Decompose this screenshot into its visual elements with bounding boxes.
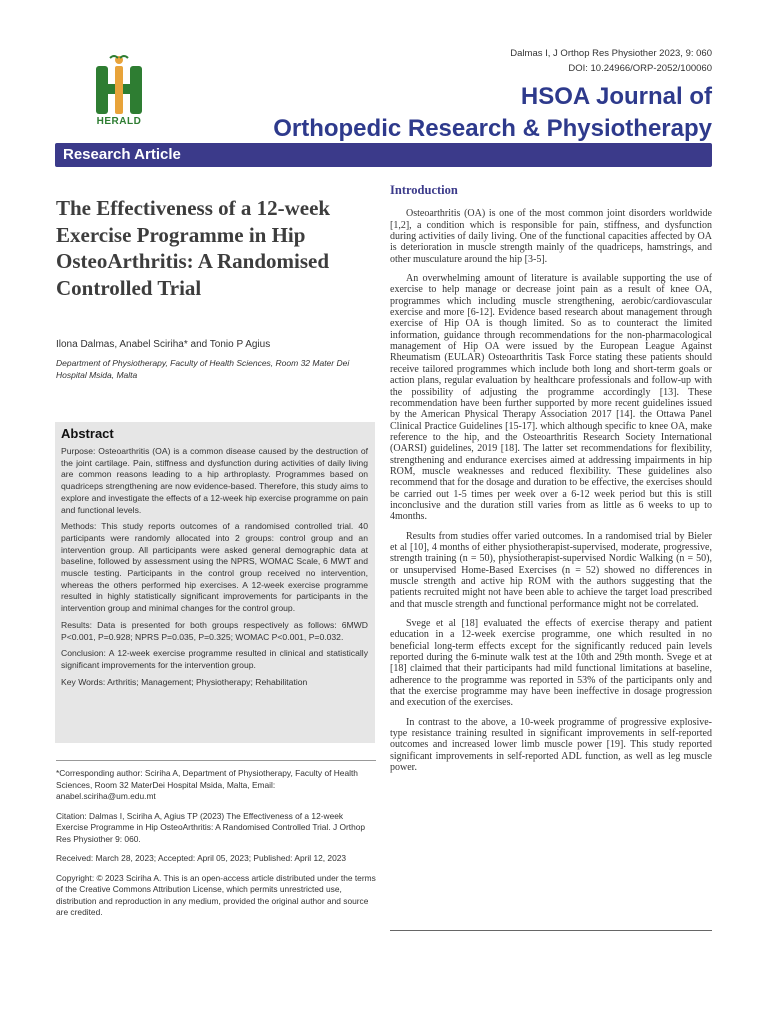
abstract-box: [55, 422, 375, 743]
intro-paragraph: Svege et al [18] evaluated the effects of exercise therapy and patient education in a 12-week exercise programme, one which resulted in no beneficial long-term effects except for the significantly reduced pain levels reported during the 6-minute walk test at the 10th and 29th month. Svege et at [18] claimed that their participants had mild functional limitations at baseline, adherence to the programme was reported in 53% of the participants only and that the exercise programme may have been ineffective in dosage progression and execution of the exercises.: [390, 618, 712, 709]
article-notes: [56, 768, 376, 927]
intro-paragraph: Osteoarthritis (OA) is one of the most common joint disorders worldwide [1,2], a condition which is responsible for pain, stiffness, and dysfunction during activities of daily living. One of the functional capacities affected by OA is deterioration in muscle strength mainly of the quadriceps, hamstrings, and other musculature around the hip [3-5].: [390, 208, 712, 265]
article-affiliation: Department of Physiotherapy, Faculty of Health Sciences, Room 32 Mater Dei Hospital Msida, Malta: [56, 358, 350, 380]
journal-title-line1: HSOA Journal of: [520, 83, 712, 110]
abstract-heading: Abstract: [61, 426, 114, 441]
introduction-section: [390, 185, 712, 782]
abstract-keywords: Key Words: Arthritis; Management; Physiotherapy; Rehabilitation: [61, 676, 308, 687]
article-type-label: Research Article: [63, 146, 181, 163]
header-citation-block: [510, 46, 712, 76]
header-doi: DOI: 10.24966/ORP-2052/100060: [568, 63, 712, 74]
article-front-matter: [56, 195, 376, 381]
abstract-purpose: Purpose: Osteoarthritis (OA) is a common disease caused by the destruction of the joint cartilage. Pain, stiffness and dysfunction during activities of daily living are common reasons leading to a hip arthroplasty. Programmes based on quadriceps strengthening are now evidence-based. Therefore, this study aims to explore and investigate the effects of a 12-week hip exercise programme on pain and functional levels.: [61, 446, 369, 515]
abstract-methods: Methods: This study reports outcomes of a randomised controlled trial. 40 participants were randomly allocated into 2 groups: control group and an intervention group. All participants were asked general demographic data at baseline, followed by assessment using the NPRS, WOMAC Scale, 6 MWT and muscle testing. Participants in the control group received no intervention, whereas the others performed hip exercises. A 12-week exercise programme resulted in highly statistically significant improvements for participants in the intervention group and minimal changes for the control group.: [61, 521, 368, 614]
abstract-results: Results: Data is presented for both groups respectively as follows: 6MWD P<0.001, P=0.928; NPRS P=0.035, P=0.325; WOMAC P<0.001, P=0.032.: [61, 619, 368, 642]
intro-paragraph: An overwhelming amount of literature is available supporting the use of exercise to help manage or decrease joint pain as a result of knee OA, programmes which including muscle strengthening, aerobic/cardiovascular exercise and more [6-12]. Evidence based research about management through exercise of Hip OA is though limited. So as to counteract the limited information, guidance through recommendations for the non-pharmacological management of Hip OA were issued by the European League Against Rheumatism (EULAR) Osteoarthritis Task Force stating these patients should receive tailored programmes which include both long and short-term goals or action plans, regular evaluation by healthcare professionals and follow-up with the possibility of adjusting the programme accordingly [13]. These recommendation have been further supported by more recent guidelines issued by the American Physical Therapy Association 2017 [14]. the Ottawa Panel Clinical Practice Guidelines [15-17]. which although specific to knee OA, make reference to the hip, and the Osteoarthritis Research Society International (OARSI) guidelines, 2019 [18]. The latter set recommendations for flexibility, strengthening and endurance exercises aimed at addressing impairments in hip ROM, muscle weaknesses and reduced flexibility. These guidelines also recommend that for the dosage and duration to be effective, the exercises should be carried out 1-5 times per week over a 6-12 week period but this is still inconclusive and the duration still varies from as little as 6 weeks to up to 4months.: [390, 273, 712, 523]
citation-note: Citation: Dalmas I, Sciriha A, Agius TP (2023) The Effectiveness of a 12-week Exercise Programme in Hip OsteoArthritis: A Randomised Controlled Trial. J Orthop Res Physiother 9: 060.: [56, 810, 366, 844]
article-title: The Effectiveness of a 12-week Exercise Programme in Hip OsteoArthritis: A Randomised Controlled Trial: [56, 196, 331, 300]
header-citation: Dalmas I, J Orthop Res Physiother 2023, 9: 060: [510, 48, 712, 59]
herald-logo-icon: [88, 52, 150, 118]
corresponding-author-note: *Corresponding author: Sciriha A, Department of Physiotherapy, Faculty of Health Sciences, Room 32 MaterDei Hospital Msida, Malta, Email: anabel.sciriha@um.edu.mt: [56, 768, 358, 801]
abstract-conclusion: Conclusion: A 12-week exercise programme resulted in clinical and statistically significant improvements for the intervention group.: [61, 648, 368, 670]
abstract-body: [61, 446, 368, 693]
notes-divider: [56, 760, 376, 761]
herald-logo-text: HERALD: [96, 116, 142, 127]
dates-note: Received: March 28, 2023; Accepted: April 05, 2023; Published: April 12, 2023: [56, 853, 347, 863]
column-end-divider: [390, 930, 712, 931]
copyright-note: Copyright: © 2023 Sciriha A. This is an open-access article distributed under the terms of the Creative Commons Attribution License, which permits unrestricted use, distribution and reproduction in any medium, provided the original author and source are credited.: [56, 872, 376, 917]
journal-title: [273, 82, 712, 144]
journal-title-line2: Orthopedic Research & Physiotherapy: [273, 115, 712, 142]
article-authors: Ilona Dalmas, Anabel Sciriha* and Tonio P Agius: [56, 339, 271, 350]
introduction-heading: Introduction: [390, 183, 458, 197]
intro-paragraph: Results from studies offer varied outcomes. In a randomised trial by Bieler et al [10], 4 months of either physiotherapist-supervised, moderate, progressive, strength training (n = 50), physiotherapist-supervised Nordic Walking (n = 50), or unsupervised Home-Based Exercises (n = 52) showed no differences in muscle strength and active hip ROM with the authors suggesting that the patients recruited might not have been able to achieve the target load prescribed and that muscle strength and functional performance might not be correlated.: [390, 530, 712, 610]
article-type-banner: [55, 143, 712, 167]
intro-paragraph: In contrast to the above, a 10-week programme of progressive explosive-type resistance training resulted in significant improvements in self-reported outcomes and increased lower limb muscle power [19]. This study reported significant improvements in self-reported ADL function, as well as leg muscle power.: [390, 716, 712, 774]
